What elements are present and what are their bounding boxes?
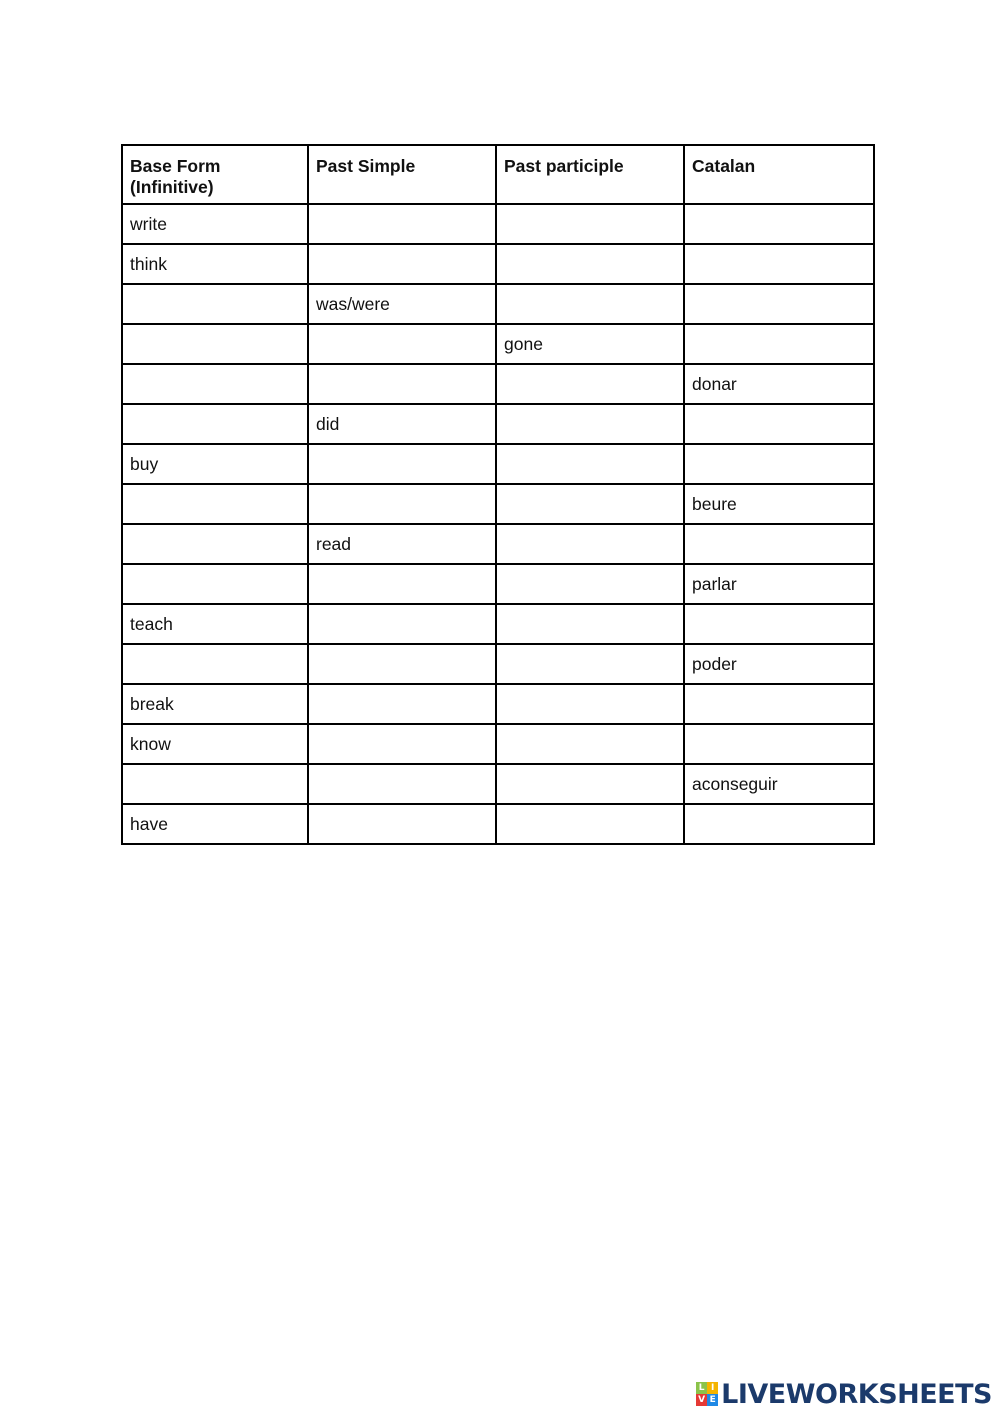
- cell-past-simple: [308, 564, 496, 604]
- cell-past-simple: [308, 604, 496, 644]
- cell-past-simple: [308, 444, 496, 484]
- cell-base-form: [122, 364, 308, 404]
- table-body: [122, 204, 874, 844]
- logo-mark-letter: I: [707, 1382, 718, 1394]
- cell-past-simple: did: [308, 404, 496, 444]
- cell-base-form: [122, 764, 308, 804]
- header-past-participle: Past participle: [496, 145, 684, 204]
- cell-past-participle: [496, 444, 684, 484]
- table-row: [122, 364, 874, 404]
- cell-catalan: [684, 524, 874, 564]
- logo-mark-letter: V: [696, 1394, 707, 1406]
- cell-catalan: [684, 244, 874, 284]
- cell-catalan: donar: [684, 364, 874, 404]
- logo-wordmark: LIVEWORKSHEETS: [721, 1378, 992, 1410]
- cell-past-simple: was/were: [308, 284, 496, 324]
- table-row: [122, 564, 874, 604]
- header-past-simple: Past Simple: [308, 145, 496, 204]
- cell-base-form: [122, 284, 308, 324]
- table-row: [122, 484, 874, 524]
- table-header-row: [122, 145, 874, 204]
- cell-base-form: [122, 644, 308, 684]
- table-row: [122, 404, 874, 444]
- cell-catalan: aconseguir: [684, 764, 874, 804]
- cell-past-simple: [308, 364, 496, 404]
- cell-past-participle: [496, 524, 684, 564]
- cell-base-form: know: [122, 724, 308, 764]
- cell-past-participle: [496, 484, 684, 524]
- cell-past-simple: [308, 204, 496, 244]
- table-row: [122, 444, 874, 484]
- table-row: [122, 604, 874, 644]
- cell-catalan: [684, 604, 874, 644]
- cell-catalan: [684, 204, 874, 244]
- cell-past-simple: read: [308, 524, 496, 564]
- cell-base-form: have: [122, 804, 308, 844]
- cell-catalan: [684, 324, 874, 364]
- cell-base-form: break: [122, 684, 308, 724]
- cell-past-participle: [496, 684, 684, 724]
- cell-past-simple: [308, 684, 496, 724]
- cell-past-participle: [496, 644, 684, 684]
- cell-catalan: parlar: [684, 564, 874, 604]
- table-row: [122, 284, 874, 324]
- cell-base-form: [122, 564, 308, 604]
- cell-catalan: [684, 724, 874, 764]
- table-row: [122, 524, 874, 564]
- cell-past-participle: gone: [496, 324, 684, 364]
- cell-past-participle: [496, 564, 684, 604]
- cell-past-participle: [496, 804, 684, 844]
- cell-past-participle: [496, 604, 684, 644]
- cell-base-form: [122, 404, 308, 444]
- table-row: [122, 804, 874, 844]
- cell-past-simple: [308, 804, 496, 844]
- cell-catalan: [684, 444, 874, 484]
- cell-base-form: [122, 524, 308, 564]
- table-row: [122, 764, 874, 804]
- cell-base-form: teach: [122, 604, 308, 644]
- cell-base-form: buy: [122, 444, 308, 484]
- cell-past-simple: [308, 484, 496, 524]
- verb-forms-table: [121, 144, 875, 845]
- cell-base-form: think: [122, 244, 308, 284]
- cell-past-simple: [308, 324, 496, 364]
- table-row: [122, 204, 874, 244]
- cell-catalan: [684, 284, 874, 324]
- cell-past-simple: [308, 244, 496, 284]
- cell-past-participle: [496, 244, 684, 284]
- cell-past-participle: [496, 724, 684, 764]
- header-base-form-label: Base Form (Infinitive): [130, 156, 221, 197]
- cell-catalan: beure: [684, 484, 874, 524]
- cell-catalan: [684, 684, 874, 724]
- cell-base-form: [122, 324, 308, 364]
- cell-past-simple: [308, 724, 496, 764]
- liveworksheets-logo: [696, 1380, 992, 1408]
- table-row: [122, 324, 874, 364]
- cell-past-simple: [308, 764, 496, 804]
- cell-past-participle: [496, 364, 684, 404]
- cell-base-form: [122, 484, 308, 524]
- cell-catalan: [684, 804, 874, 844]
- table-row: [122, 644, 874, 684]
- table-row: [122, 684, 874, 724]
- table-row: [122, 724, 874, 764]
- cell-past-simple: [308, 644, 496, 684]
- cell-past-participle: [496, 404, 684, 444]
- header-base-form: [122, 145, 308, 204]
- cell-catalan: [684, 404, 874, 444]
- logo-mark-letter: E: [707, 1394, 718, 1406]
- table-row: [122, 244, 874, 284]
- cell-base-form: write: [122, 204, 308, 244]
- header-catalan: Catalan: [684, 145, 874, 204]
- live-logo-mark-icon: [696, 1382, 718, 1406]
- logo-mark-letter: L: [696, 1382, 707, 1394]
- cell-catalan: poder: [684, 644, 874, 684]
- cell-past-participle: [496, 284, 684, 324]
- cell-past-participle: [496, 764, 684, 804]
- cell-past-participle: [496, 204, 684, 244]
